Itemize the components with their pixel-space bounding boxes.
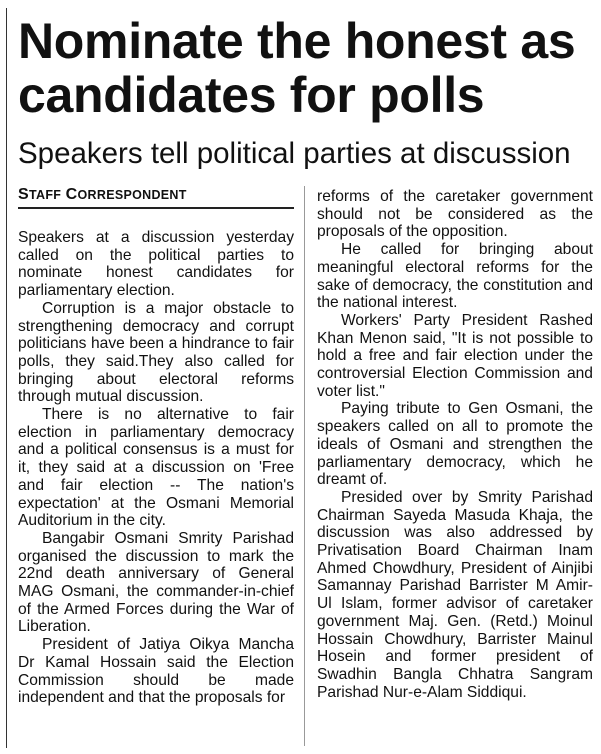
paragraph: Corruption is a major obstacle to strengthening democracy and corrupt politicians have been a hindrance to fair polls, they said.They also called for bringing about electoral reforms through mutual discussion.: [18, 299, 294, 406]
headline: Nominate the honest as candidates for polls: [18, 13, 576, 123]
paragraph: Bangabir Osmani Smrity Parishad organised the discussion to mark the 22nd death anniversary of General MAG Osmani, the commander-in-chief of the Armed Forces during the War of Liberation.: [18, 529, 294, 636]
paragraph: Paying tribute to Gen Osmani, the speakers called on all to promote the ideals of Osmani and strengthen the parliamentary democracy, which he dreamt of.: [317, 400, 593, 489]
byline: STAFF CORRESPONDENT: [18, 186, 187, 203]
byline-rule: [18, 207, 294, 209]
subheadline: Speakers tell political parties at discussion: [18, 137, 571, 170]
paragraph: Presided over by Smrity Parishad Chairman Sayeda Masuda Khaja, the discussion was also addressed by Privatisation Board Chairman Inam Ahmed Chowdhury, President of Ainjibi Samannay Parishad Barrister M Amir-Ul Islam, former advisor of caretaker government Maj. Gen. (Retd.) Moinul Hossain Chowdhury, Barrister Mainul Hosein and former president of Swadhin Bangla Chhatra Sangram Parishad Nur-e-Alam Siddiqui.: [317, 488, 593, 701]
left-border-rule: [6, 8, 7, 748]
article-column-2: [317, 188, 593, 701]
paragraph: He called for bringing about meaningful electoral reforms for the sake of democracy, the constitution and the national interest.: [317, 241, 593, 312]
paragraph: There is no alternative to fair election in parliamentary democracy and a political consensus is a must for it, they said at a discussion on 'Free and fair election -- The nation's expectation' at the Osmani Memorial Auditorium in the city.: [18, 406, 294, 530]
column-divider: [304, 186, 305, 746]
paragraph: reforms of the caretaker government should not be considered as the proposals of the opposition.: [317, 188, 593, 241]
paragraph: Workers' Party President Rashed Khan Menon said, "It is not possible to hold a free and fair election under the controversial Election Commission and voter list.": [317, 311, 593, 400]
paragraph: President of Jatiya Oikya Mancha Dr Kamal Hossain said the Election Commission should be made independent and that the proposals for: [18, 636, 294, 707]
article-column-1: [18, 186, 294, 707]
paragraph: Speakers at a discussion yesterday called on the political parties to nominate honest candidates for parliamentary election.: [18, 229, 294, 300]
